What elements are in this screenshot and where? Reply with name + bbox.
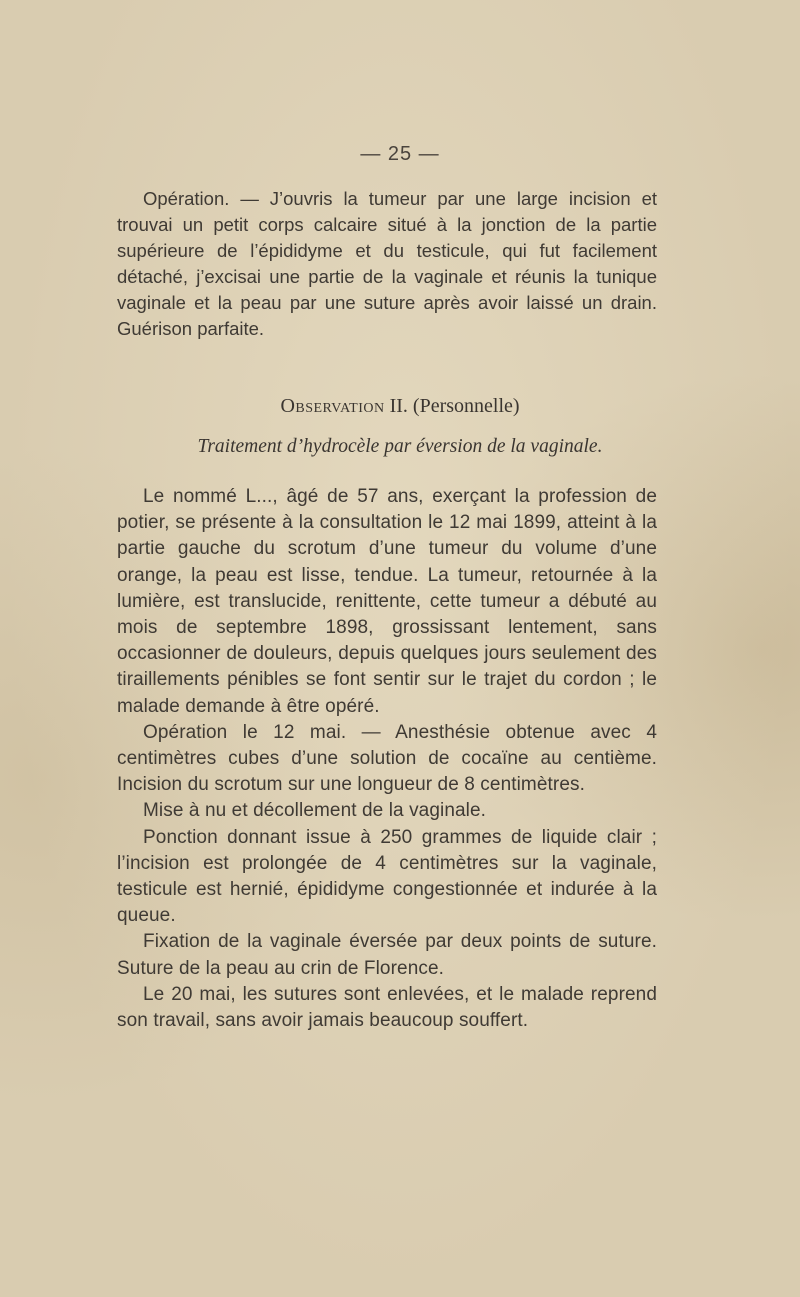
observation-paragraph: Ponction donnant issue à 250 grammes de liquide clair ; l’incision est prolongée de 4 centimètres sur la vaginale, testicule est hernié, épididyme congestionnée et indurée à la queue. xyxy=(117,826,657,927)
observation-paragraph: Mise à nu et décollement de la vaginale. xyxy=(143,800,487,822)
observation-subtitle: Traitement d’hydrocèle par éversion de la vaginale. xyxy=(197,436,603,457)
observation-paragraph: Le 20 mai, les sutures sont enlevées, et le malade reprend son travail, sans avoir jamais beaucoup souffert. xyxy=(117,983,657,1032)
page-number: — 25 — xyxy=(360,143,440,165)
observation-paragraph: Opération le 12 mai. — Anesthésie obtenue avec 4 centimètres cubes d’une solution de cocaïne au centième. Incision du scrotum sur une longueur de 8 centimètres. xyxy=(117,721,657,796)
observation-heading xyxy=(0,395,800,418)
operation-intro-paragraph: Opération. — J’ouvris la tumeur par une large incision et trouvai un petit corps calcaire situé à la jonction de la partie supérieure de l’épididyme et du testicule, qui fut facilement détaché, j’excisai une partie de la vaginale et réunis la tunique vaginale et la peau par une suture après avoir laissé un drain. Guérison parfaite. xyxy=(117,188,657,339)
observation-heading-label: Observation xyxy=(280,395,385,417)
observation-heading-number: II. xyxy=(389,395,408,417)
observation-body xyxy=(117,484,657,1034)
operation-intro-block xyxy=(117,186,657,342)
observation-heading-note: (Personnelle) xyxy=(412,395,520,417)
observation-paragraph: Le nommé L..., âgé de 57 ans, exerçant la profession de potier, se présente à la consultation le 12 mai 1899, atteint à la partie gauche du scrotum d’une tumeur du volume d’une orange, la peau est lisse, tendue. La tumeur, retournée à la lumière, est translucide, renittente, cette tumeur a débuté au mois de septembre 1898, grossissant lentement, sans occasionner de douleurs, depuis quelques jours seulement des tiraillements pénibles se font sentir sur le trajet du cordon ; le malade demande à être opéré. xyxy=(117,486,657,717)
observation-paragraph: Fixation de la vaginale éversée par deux points de suture. Suture de la peau au crin de Florence. xyxy=(117,931,657,979)
